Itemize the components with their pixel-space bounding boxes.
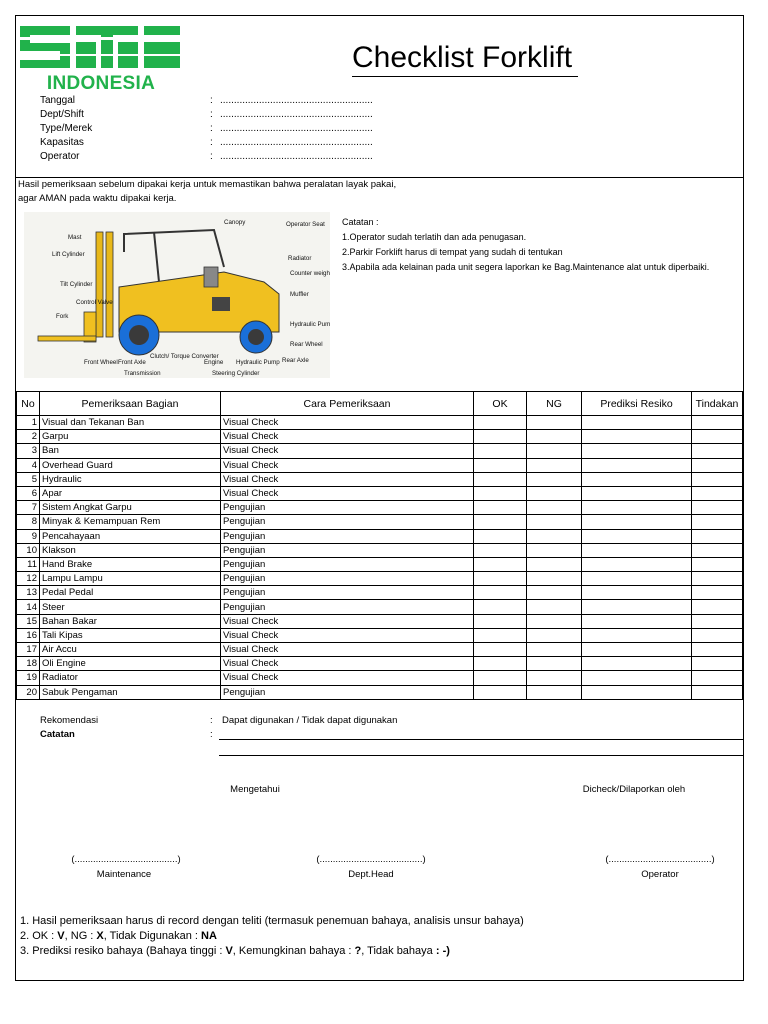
cell-ng[interactable] xyxy=(527,529,582,543)
table-row xyxy=(17,685,743,699)
cell-ng[interactable] xyxy=(527,416,582,430)
cell-ng[interactable] xyxy=(527,458,582,472)
table-header-row xyxy=(17,392,743,416)
cell-part: Lampu Lampu xyxy=(40,572,221,586)
cell-no: 17 xyxy=(17,643,40,657)
role-maintenance: Maintenance xyxy=(96,869,152,880)
cell-ng[interactable] xyxy=(527,685,582,699)
cell-risk[interactable] xyxy=(582,557,692,571)
cell-no: 14 xyxy=(17,600,40,614)
cell-part: Pencahayaan xyxy=(40,529,221,543)
col-header-method: Cara Pemeriksaan xyxy=(221,392,474,416)
label-mast: Mast xyxy=(68,234,82,241)
cell-risk[interactable] xyxy=(582,416,692,430)
cell-method: Pengujian xyxy=(221,685,474,699)
table-row xyxy=(17,543,743,557)
notes-block: Catatan : 1.Operator sudah terlatih dan ada penugasan. 2.Parkir Forklift harus di tempat yang sudah di tentukan 3.Apabila ada kelainan pada unit segera laporkan ke Bag.Maintenance alat untuk diperbaiki. xyxy=(342,215,709,275)
cell-ng[interactable] xyxy=(527,586,582,600)
cell-ok[interactable] xyxy=(474,472,527,486)
cell-part: Hand Brake xyxy=(40,557,221,571)
field-tanggal[interactable]: Tanggal : ....................................................... xyxy=(40,95,373,106)
cell-risk[interactable] xyxy=(582,614,692,628)
cell-action[interactable] xyxy=(692,501,743,515)
table-row xyxy=(17,472,743,486)
table-row xyxy=(17,628,743,642)
cell-no: 1 xyxy=(17,416,40,430)
col-header-part: Pemeriksaan Bagian xyxy=(40,392,221,416)
cell-ok[interactable] xyxy=(474,430,527,444)
cell-action[interactable] xyxy=(692,671,743,685)
cell-risk[interactable] xyxy=(582,458,692,472)
cell-ng[interactable] xyxy=(527,657,582,671)
cell-method: Visual Check xyxy=(221,657,474,671)
cell-part: Sabuk Pengaman xyxy=(40,685,221,699)
cell-ng[interactable] xyxy=(527,486,582,500)
label-clutch: Clutch/ Torque Converter xyxy=(150,353,219,360)
cell-action[interactable] xyxy=(692,458,743,472)
dicheck-label: Dicheck/Dilaporkan oleh xyxy=(582,784,686,795)
cell-no: 9 xyxy=(17,529,40,543)
cell-no: 6 xyxy=(17,486,40,500)
intro-text: Hasil pemeriksaan sebelum dipakai kerja untuk memastikan bahwa peralatan layak pakai, agar AMAN pada waktu dipakai kerja. xyxy=(18,179,397,204)
table-row xyxy=(17,643,743,657)
role-dept-head: Dept.Head xyxy=(348,869,394,880)
cell-risk[interactable] xyxy=(582,430,692,444)
cell-ng[interactable] xyxy=(527,543,582,557)
forklift-diagram xyxy=(24,212,330,378)
cell-method: Pengujian xyxy=(221,543,474,557)
table-row xyxy=(17,458,743,472)
table-row xyxy=(17,657,743,671)
cell-method: Visual Check xyxy=(221,486,474,500)
cell-action[interactable] xyxy=(692,572,743,586)
label-hydraulic-pump-right: Hydraulic Pump xyxy=(290,321,330,328)
recommendation-value[interactable]: Dapat digunakan / Tidak dapat digunakan xyxy=(222,715,398,726)
cell-risk[interactable] xyxy=(582,671,692,685)
cell-ok[interactable] xyxy=(474,572,527,586)
cell-no: 13 xyxy=(17,586,40,600)
info-fields xyxy=(40,94,373,164)
table-row xyxy=(17,671,743,685)
table-row xyxy=(17,614,743,628)
cell-action[interactable] xyxy=(692,416,743,430)
cell-action[interactable] xyxy=(692,515,743,529)
cell-method: Visual Check xyxy=(221,628,474,642)
cell-ng[interactable] xyxy=(527,572,582,586)
cell-part: Radiator xyxy=(40,671,221,685)
cell-no: 2 xyxy=(17,430,40,444)
table-row xyxy=(17,600,743,614)
cell-part: Air Accu xyxy=(40,643,221,657)
label-muffler: Muffler xyxy=(290,291,309,298)
cell-action[interactable] xyxy=(692,430,743,444)
cell-action[interactable] xyxy=(692,472,743,486)
label-rear-wheel: Rear Wheel xyxy=(290,341,323,348)
checklist-sheet xyxy=(15,15,744,981)
notes-line-2[interactable] xyxy=(219,755,743,756)
cell-no: 16 xyxy=(17,628,40,642)
notes-line-1[interactable] xyxy=(219,739,743,740)
cell-ok[interactable] xyxy=(474,685,527,699)
cell-risk[interactable] xyxy=(582,515,692,529)
table-row xyxy=(17,430,743,444)
col-header-ng: NG xyxy=(527,392,582,416)
cell-part: Hydraulic xyxy=(40,472,221,486)
cell-risk[interactable] xyxy=(582,685,692,699)
cell-method: Pengujian xyxy=(221,572,474,586)
cell-part: Tali Kipas xyxy=(40,628,221,642)
signature-blank-depthead[interactable]: (.......................................) xyxy=(316,854,426,865)
cell-ng[interactable] xyxy=(527,614,582,628)
cell-part: Oli Engine xyxy=(40,657,221,671)
table-row xyxy=(17,529,743,543)
footnotes: 1. Hasil pemeriksaan harus di record dengan teliti (termasuk penemuan bahaya, analisis unsur bahaya) 2. OK : V, NG : X, Tidak Digunakan : NA 3. Prediksi resiko bahaya (Bahaya tinggi : V, Kemungkinan bahaya : ?, Tidak bahaya : -) xyxy=(20,915,524,957)
company-logo xyxy=(20,24,182,94)
cell-ok[interactable] xyxy=(474,600,527,614)
field-dept-shift[interactable]: Dept/Shift : ....................................................... xyxy=(40,109,373,120)
cell-action[interactable] xyxy=(692,685,743,699)
label-tilt-cylinder: Tilt Cylinder xyxy=(60,281,93,288)
col-header-action: Tindakan xyxy=(692,392,743,416)
cell-ng[interactable] xyxy=(527,515,582,529)
cell-ng[interactable] xyxy=(527,643,582,657)
field-kapasitas[interactable]: Kapasitas : ....................................................... xyxy=(40,137,373,148)
cell-ok[interactable] xyxy=(474,643,527,657)
label-lift-cylinder: Lift Cylinder xyxy=(52,251,85,258)
cell-ok[interactable] xyxy=(474,557,527,571)
cell-action[interactable] xyxy=(692,600,743,614)
cell-risk[interactable] xyxy=(582,628,692,642)
cell-ok[interactable] xyxy=(474,501,527,515)
table-row xyxy=(17,572,743,586)
cell-part: Visual dan Tekanan Ban xyxy=(40,416,221,430)
cell-ok[interactable] xyxy=(474,671,527,685)
cell-method: Visual Check xyxy=(221,614,474,628)
cell-ng[interactable] xyxy=(527,628,582,642)
cell-method: Pengujian xyxy=(221,600,474,614)
cell-ok[interactable] xyxy=(474,529,527,543)
note-item: 1.Operator sudah terlatih dan ada penugasan. xyxy=(342,232,527,242)
signature-blank-operator[interactable]: (.......................................) xyxy=(605,854,715,865)
label-hydraulic-pump-bottom: Hydraulic Pump xyxy=(236,359,280,366)
cell-ok[interactable] xyxy=(474,486,527,500)
col-header-risk: Prediksi Resiko xyxy=(582,392,692,416)
sti-logo-mark xyxy=(20,24,182,72)
cell-ok[interactable] xyxy=(474,416,527,430)
cell-action[interactable] xyxy=(692,628,743,642)
cell-risk[interactable] xyxy=(582,643,692,657)
cell-no: 19 xyxy=(17,671,40,685)
cell-part: Overhead Guard xyxy=(40,458,221,472)
cell-method: Pengujian xyxy=(221,586,474,600)
table-row xyxy=(17,501,743,515)
label-engine: Engine xyxy=(204,359,224,366)
cell-ok[interactable] xyxy=(474,657,527,671)
cell-part: Apar xyxy=(40,486,221,500)
cell-risk[interactable] xyxy=(582,529,692,543)
cell-risk[interactable] xyxy=(582,444,692,458)
label-transmission: Transmission xyxy=(124,370,161,377)
label-fork: Fork xyxy=(56,313,69,320)
cell-ok[interactable] xyxy=(474,586,527,600)
cell-method: Visual Check xyxy=(221,671,474,685)
logo-text: INDONESIA xyxy=(46,73,156,94)
cell-method: Visual Check xyxy=(221,444,474,458)
cell-method: Visual Check xyxy=(221,416,474,430)
cell-part: Bahan Bakar xyxy=(40,614,221,628)
cell-method: Pengujian xyxy=(221,529,474,543)
forklift-illustration xyxy=(24,212,330,378)
cell-action[interactable] xyxy=(692,543,743,557)
field-operator[interactable]: Operator : ....................................................... xyxy=(40,151,373,162)
label-front-wheel: Front Wheel xyxy=(84,359,118,366)
cell-action[interactable] xyxy=(692,529,743,543)
label-steering-cylinder: Steering Cylinder xyxy=(212,370,260,377)
cell-no: 3 xyxy=(17,444,40,458)
cell-action[interactable] xyxy=(692,586,743,600)
table-row xyxy=(17,515,743,529)
cell-no: 18 xyxy=(17,657,40,671)
cell-no: 12 xyxy=(17,572,40,586)
cell-risk[interactable] xyxy=(582,572,692,586)
cell-action[interactable] xyxy=(692,486,743,500)
cell-no: 5 xyxy=(17,472,40,486)
label-counter-weight: Counter weight xyxy=(290,270,330,277)
cell-part: Steer xyxy=(40,600,221,614)
table-row xyxy=(17,416,743,430)
cell-ng[interactable] xyxy=(527,501,582,515)
cell-ng[interactable] xyxy=(527,444,582,458)
label-radiator: Radiator xyxy=(288,255,312,262)
cell-risk[interactable] xyxy=(582,543,692,557)
col-header-ok: OK xyxy=(474,392,527,416)
checklist-table xyxy=(16,391,743,700)
cell-risk[interactable] xyxy=(582,472,692,486)
cell-ok[interactable] xyxy=(474,515,527,529)
cell-method: Visual Check xyxy=(221,430,474,444)
cell-ok[interactable] xyxy=(474,543,527,557)
cell-part: Garpu xyxy=(40,430,221,444)
recommendation-block: Rekomendasi : Dapat digunakan / Tidak dapat digunakan Catatan : xyxy=(40,715,398,740)
cell-no: 8 xyxy=(17,515,40,529)
cell-no: 7 xyxy=(17,501,40,515)
cell-risk[interactable] xyxy=(582,501,692,515)
cell-action[interactable] xyxy=(692,444,743,458)
cell-no: 15 xyxy=(17,614,40,628)
label-front-axle: Front Axle xyxy=(118,359,146,366)
note-item: 2.Parkir Forklift harus di tempat yang sudah di tentukan xyxy=(342,247,563,257)
label-control-valve: Control Valve xyxy=(76,299,113,306)
note-item: 3.Apabila ada kelainan pada unit segera laporkan ke Bag.Maintenance alat untuk diperbaiki. xyxy=(342,262,710,272)
cell-risk[interactable] xyxy=(582,586,692,600)
table-row xyxy=(17,557,743,571)
cell-risk[interactable] xyxy=(582,657,692,671)
cell-ok[interactable] xyxy=(474,614,527,628)
cell-action[interactable] xyxy=(692,643,743,657)
cell-method: Visual Check xyxy=(221,458,474,472)
label-canopy: Canopy xyxy=(224,219,246,226)
cell-ng[interactable] xyxy=(527,557,582,571)
cell-action[interactable] xyxy=(692,557,743,571)
page-title: Checklist Forklift xyxy=(352,40,578,77)
col-header-no: No xyxy=(17,392,40,416)
cell-part: Pedal Pedal xyxy=(40,586,221,600)
cell-action[interactable] xyxy=(692,657,743,671)
cell-method: Pengujian xyxy=(221,557,474,571)
cell-ng[interactable] xyxy=(527,671,582,685)
field-type-merek[interactable]: Type/Merek : ....................................................... xyxy=(40,123,373,134)
cell-part: Minyak & Kemampuan Rem xyxy=(40,515,221,529)
label-operator-seat: Operator Seat xyxy=(286,221,325,228)
signature-blank-maintenance[interactable]: (.......................................) xyxy=(71,854,181,865)
cell-ok[interactable] xyxy=(474,628,527,642)
cell-ng[interactable] xyxy=(527,430,582,444)
cell-no: 11 xyxy=(17,557,40,571)
cell-part: Klakson xyxy=(40,543,221,557)
cell-part: Sistem Angkat Garpu xyxy=(40,501,221,515)
cell-ok[interactable] xyxy=(474,444,527,458)
cell-risk[interactable] xyxy=(582,600,692,614)
label-rear-axle: Rear Axle xyxy=(282,357,309,364)
mengetahui-label: Mengetahui xyxy=(230,784,280,795)
table-row xyxy=(17,486,743,500)
cell-ng[interactable] xyxy=(527,472,582,486)
cell-no: 20 xyxy=(17,685,40,699)
table-row xyxy=(17,444,743,458)
cell-no: 4 xyxy=(17,458,40,472)
cell-method: Pengujian xyxy=(221,501,474,515)
cell-risk[interactable] xyxy=(582,486,692,500)
cell-action[interactable] xyxy=(692,614,743,628)
cell-method: Visual Check xyxy=(221,643,474,657)
cell-ng[interactable] xyxy=(527,600,582,614)
cell-ok[interactable] xyxy=(474,458,527,472)
cell-method: Visual Check xyxy=(221,472,474,486)
cell-no: 10 xyxy=(17,543,40,557)
table-row xyxy=(17,586,743,600)
cell-part: Ban xyxy=(40,444,221,458)
cell-method: Pengujian xyxy=(221,515,474,529)
role-operator: Operator xyxy=(641,869,679,880)
